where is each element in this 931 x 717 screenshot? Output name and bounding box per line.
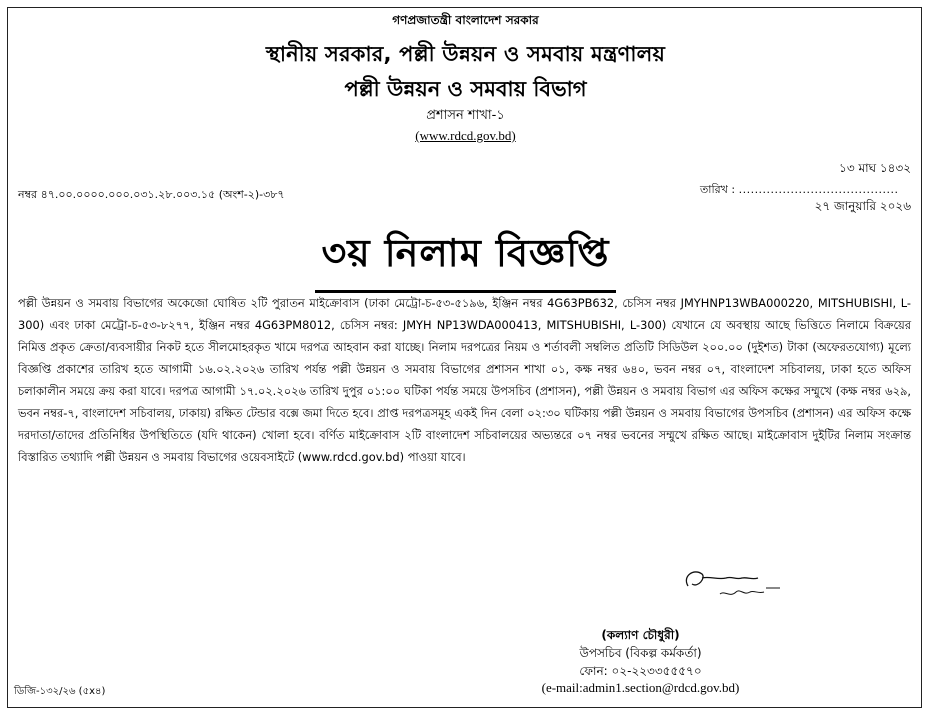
ministry-name: স্থানীয় সরকার, পল্লী উন্নয়ন ও সমবায় মন্ত্রণালয় — [265, 42, 666, 66]
headline-text: ৩য় নিলাম বিজ্ঞপ্তি — [315, 224, 615, 293]
government-name: গণপ্রজাতন্ত্রী বাংলাদেশ সরকার — [392, 13, 539, 27]
signatory-name: (কল্যাণ চৌধুরী) — [601, 628, 680, 642]
date-bangla: ১৩ মাঘ ১৪৩২ — [839, 161, 911, 175]
branch-name: প্রশাসন শাখা-১ — [426, 108, 505, 123]
signatory-email[interactable]: (e-mail:admin1.section@rdcd.gov.bd) — [541, 680, 740, 695]
date-dots: ........................................ — [738, 183, 899, 196]
memo-number: নম্বর ৪৭.০০.০০০০.০০০.০৩১.২৮.০০৩.১৫ (অংশ-২)-৩৮৭ — [18, 188, 285, 201]
website-link[interactable]: (www.rdcd.gov.bd) — [415, 128, 516, 143]
headline — [0, 224, 931, 293]
date-label: তারিখ : — [700, 183, 736, 196]
signatory-phone: ফোন: ০২-২২৩৩৫৫৫৭০ — [579, 664, 702, 678]
division-name: পল্লী উন্নয়ন ও সমবায় বিভাগ — [344, 77, 587, 101]
signature-image — [680, 558, 800, 618]
dg-number: ডিজি-১৩২/২৬ (৫x৪) — [14, 686, 106, 697]
signatory-title: উপসচিব (বিকল্প কর্মকর্তা) — [579, 646, 702, 660]
date-gregorian: ২৭ জানুয়ারি ২০২৬ — [814, 199, 911, 213]
notice-body: পল্লী উন্নয়ন ও সমবায় বিভাগের অকেজো ঘোষিত ২টি পুরাতন মাইক্রোবাস (ঢাকা মেট্রো-চ-৫৩-৫১৯৬, ইঞ্জিন নম্বর 4G63PB632, চেসিস নম্বর JMYHNP13WBA000220, MITSHUBISHI, L-300) এবং ঢাকা মেট্রো-চ-৫৩-৮২৭৭, ইঞ্জিন নম্বর 4G63PM8012, চেসিস নম্বর: JMYH NP13WDA000413, MITSHUBISHI, L-300) যেখানে যে অবস্থায় আছে ভিত্তিতে নিলামে বিক্রয়ের নিমিত্ত প্রকৃত ক্রেতা/ব্যবসায়ীর নিকট হতে সীলমোহরকৃত খামে দরপত্র আহবান করা যাচ্ছে। নিলাম দরপত্রের নিয়ম ও শর্তাবলী সম্বলিত প্রতিটি সিডিউল ২০০.০০ (দুইশত) টাকা (অফেরতযোগ্য) মূল্যে বিজ্ঞপ্তি প্রকাশের তারিখ হতে আগামী ১৬.০২.২০২৬ তারিখ পর্যন্ত পল্লী উন্নয়ন ও সমবায় বিভাগের প্রশাসন শাখা ০১, কক্ষ নম্বর ৬৪০, ভবন নম্বর ০৭, বাংলাদেশ সচিবালয়, ঢাকা হতে অফিস চলাকালীন সময়ে ক্রয় করা যাবে। দরপত্র আগামী ১৭.০২.২০২৬ তারিখ দুপুর ০১:০০ ঘটিকা পর্যন্ত সময়ে উপসচিব (প্রশাসন), পল্লী উন্নয়ন ও সমবায় বিভাগ এর অফিস কক্ষের সম্মুখে (কক্ষ নম্বর ৬২৯, ভবন নম্বর-৭, বাংলাদেশ সচিবালয়, ঢাকায়) রক্ষিত টেন্ডার বক্সে জমা দিতে হবে। প্রাপ্ত দরপত্রসমূহ একই দিন বেলা ০২:৩০ ঘটিকায় পল্লী উন্নয়ন ও সমবায় বিভাগের উপসচিব (প্রশাসন) এর অফিস কক্ষে দরদাতা/তাদের প্রতিনিধির উপস্থিতিতে (যদি থাকেন) খোলা হবে। বর্ণিত মাইক্রোবাস ২টি বাংলাদেশ সচিবালয়ের অভ্যন্তরে ০৭ নম্বর ভবনের সম্মুখে রক্ষিত আছে। মাইক্রোবাস দুইটির নিলাম সংক্রান্ত বিস্তারিত তথ্যাদি পল্লী উন্নয়ন ও সমবায় বিভাগের ওয়েবসাইটে (www.rdcd.gov.bd) পাওয়া যাবে। — [18, 296, 911, 464]
